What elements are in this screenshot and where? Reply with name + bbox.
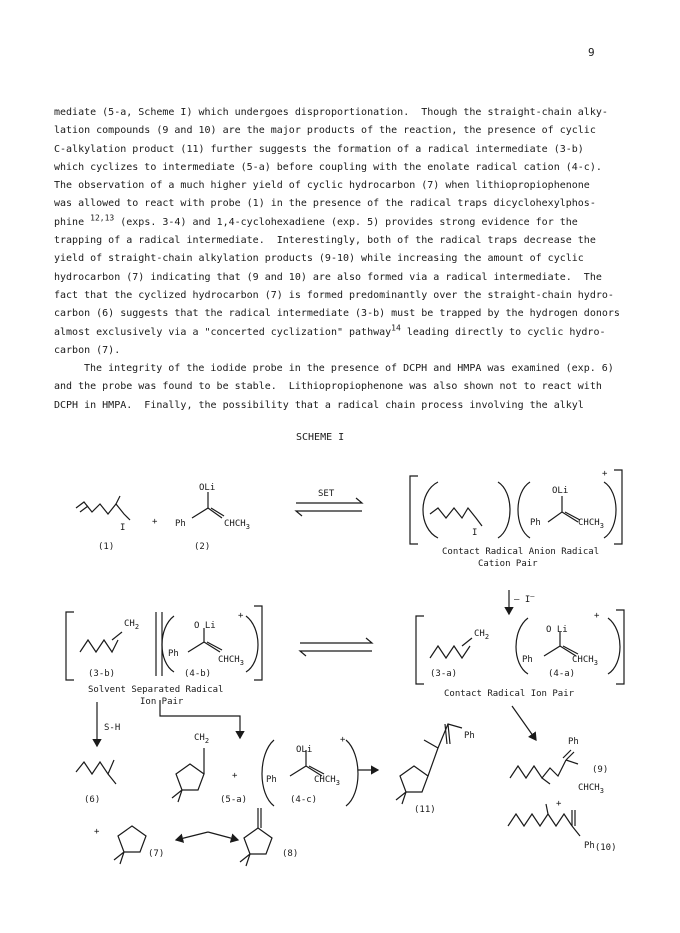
plus-sign: +: [152, 517, 158, 527]
label-4c: (4-c): [290, 795, 318, 805]
equilibrium-arrow: [300, 638, 372, 643]
disproportionation-arrow: [208, 832, 238, 840]
ch2-label: [124, 619, 139, 631]
ph-label: Ph: [530, 518, 541, 528]
plus-sign: +: [556, 799, 562, 809]
equilibrium-arrow: [296, 511, 362, 516]
contact-pair-label: Contact Radical Anion Radical: [442, 547, 600, 557]
chch3-label: [224, 519, 250, 531]
subscript-2: 2: [134, 623, 140, 631]
label-6: (6): [84, 795, 101, 805]
label-5a: (5-a): [220, 795, 248, 805]
text-run: (exps. 3-4) and 1,4-cyclohexadiene (exp. 5) provides strong evidence for the: [114, 216, 578, 228]
contact-pair-label: Cation Pair: [478, 559, 538, 569]
ph-label: Ph: [168, 649, 179, 659]
sh-label: S-H: [104, 723, 121, 733]
ch2-text: CH: [194, 733, 205, 743]
subscript-3: 3: [593, 659, 598, 667]
chch3-label: [578, 783, 604, 795]
alkene-8-structure: [240, 808, 272, 866]
oli-label: O Li: [546, 625, 568, 635]
label-8: (8): [282, 849, 299, 859]
text-line: The integrity of the iodide probe in the presence of DCPH and HMPA was examined (exp. 6): [84, 363, 614, 375]
iodine-label: I: [472, 528, 478, 538]
text-line: The observation of a much higher yield of cyclic hydrocarbon (7) when lithiopropiophenone: [54, 180, 590, 192]
label-3b: (3-b): [88, 669, 116, 679]
text-run: phine: [54, 216, 91, 228]
product-10-structure: [508, 804, 580, 836]
charge-plus: +: [340, 735, 346, 745]
ph-label: Ph: [568, 737, 579, 747]
ch2-text: CH: [474, 629, 485, 639]
chch3-label: [314, 775, 340, 787]
ch2-text: CH: [124, 619, 135, 629]
text-line: carbon (7).: [54, 344, 121, 356]
text-line: hydrocarbon (7) indicating that (9 and 10) are also formed via a radical intermediate. The: [54, 271, 602, 283]
plus-sign: +: [94, 827, 100, 837]
chch3-label: [218, 655, 244, 667]
reference-superscript: 12,13: [90, 213, 115, 223]
label-1: (1): [98, 542, 115, 552]
text-line: yield of straight-chain alkylation products (9-10) while increasing the amount of cyclic: [54, 253, 584, 265]
ph-label: Ph: [175, 519, 186, 529]
chch3-text: CHCH: [218, 655, 240, 665]
text-line: trapping of a radical intermediate. Interestingly, both of the radical traps decrease the: [54, 235, 596, 247]
hydrocarbon-6-structure: [76, 760, 116, 784]
label-3a: (3-a): [430, 669, 458, 679]
ph-text: Ph: [584, 841, 595, 851]
charge-plus: +: [238, 611, 244, 621]
set-label: SET: [318, 489, 335, 499]
label-11: (11): [414, 805, 436, 815]
iodine-label: I: [120, 523, 126, 533]
ch2-label: [194, 733, 209, 745]
ph-label: [584, 841, 617, 853]
disproportionation-arrow: [176, 832, 208, 840]
hydrocarbon-7-structure: [114, 826, 146, 864]
subscript-3: 3: [335, 779, 340, 787]
text-line: mediate (5-a, Scheme I) which undergoes disproportionation. Though the straight-chain alky-: [54, 107, 608, 118]
text-line: was allowed to react with probe (1) in the presence of the radical traps dicyclohexylphos-: [54, 198, 596, 210]
text-line: which cyclizes to intermediate (5-a) before coupling with the enolate radical cation (4-c).: [54, 161, 602, 173]
chch3-label: [578, 518, 604, 530]
charge-plus: +: [602, 469, 608, 479]
text-run: leading directly to cyclic hydro-: [400, 326, 606, 338]
oli-label: OLi: [296, 745, 313, 755]
reference-superscript: 14: [391, 323, 401, 333]
oli-label: OLi: [199, 483, 216, 493]
plus-sign: +: [232, 771, 238, 781]
ph-label: Ph: [464, 731, 475, 741]
subscript-2: 2: [484, 633, 490, 641]
solvent-pair-label: Solvent Separated Radical: [88, 685, 224, 695]
oli-label: OLi: [552, 486, 569, 496]
charge-plus: +: [594, 611, 600, 621]
subscript-3: 3: [599, 522, 604, 530]
contact-pair-bracket: [410, 470, 622, 544]
chch3-text: CHCH: [578, 518, 600, 528]
subscript-3: 3: [599, 787, 604, 795]
charge-minus: –: [530, 592, 535, 600]
text-line: lation compounds (9 and 10) are the major products of the reaction, the presence of cyclic: [54, 125, 596, 137]
label-10: (10): [594, 843, 617, 853]
enolate-2-structure: [192, 492, 224, 518]
label-2: (2): [194, 542, 211, 552]
label-9: (9): [592, 765, 609, 775]
chch3-text: CHCH: [572, 655, 594, 665]
text-line: and the probe was found to be stable. Lithiopropiophenone was also shown not to react with: [54, 381, 602, 393]
product-9-structure: [510, 750, 578, 784]
probe-1-structure: [76, 496, 130, 520]
product-11-structure: [396, 724, 462, 804]
text-line: C-alkylation product (11) further suggests the formation of a radical intermediate (3-b): [54, 143, 584, 155]
page-number: 9: [588, 46, 595, 59]
label-7: (7): [148, 849, 165, 859]
text-line: DCPH in HMPA. Finally, the possibility that a radical chain process involving the alkyl: [54, 399, 584, 411]
text-line: carbon (6) suggests that the radical intermediate (3-b) must be trapped by the hydrogen donors: [54, 308, 620, 320]
solvent-pair-label: Ion Pair: [140, 697, 184, 707]
text-line: fact that the cyclized hydrocarbon (7) is formed predominantly over the straight-chain hydro-: [54, 289, 614, 301]
ph-label: Ph: [522, 655, 533, 665]
ph-label: Ph: [266, 775, 277, 785]
chch3-text: CHCH: [314, 775, 336, 785]
oli-label: O Li: [194, 621, 216, 631]
chch3-text: CHCH: [224, 519, 246, 529]
chch3-text: CHCH: [578, 783, 600, 793]
alkylation-arrow: [512, 706, 536, 740]
ch2-label: [474, 629, 489, 641]
chch3-label: [572, 655, 598, 667]
subscript-3: 3: [239, 659, 244, 667]
subscript-2: 2: [204, 737, 210, 745]
scheme-title: SCHEME I: [296, 432, 345, 443]
contact-ion-pair-label: Contact Radical Ion Pair: [444, 689, 575, 699]
label-4b: (4-b): [184, 669, 212, 679]
loss-of-iodide-label: [514, 592, 535, 605]
radical-5a-structure: [172, 748, 204, 802]
label-4a: (4-a): [548, 669, 576, 679]
subscript-3: 3: [245, 523, 250, 531]
equilibrium-arrow: [300, 651, 372, 656]
text-run: almost exclusively via a "concerted cyclization" pathway: [54, 326, 392, 338]
minus-i-text: – I: [514, 595, 531, 605]
